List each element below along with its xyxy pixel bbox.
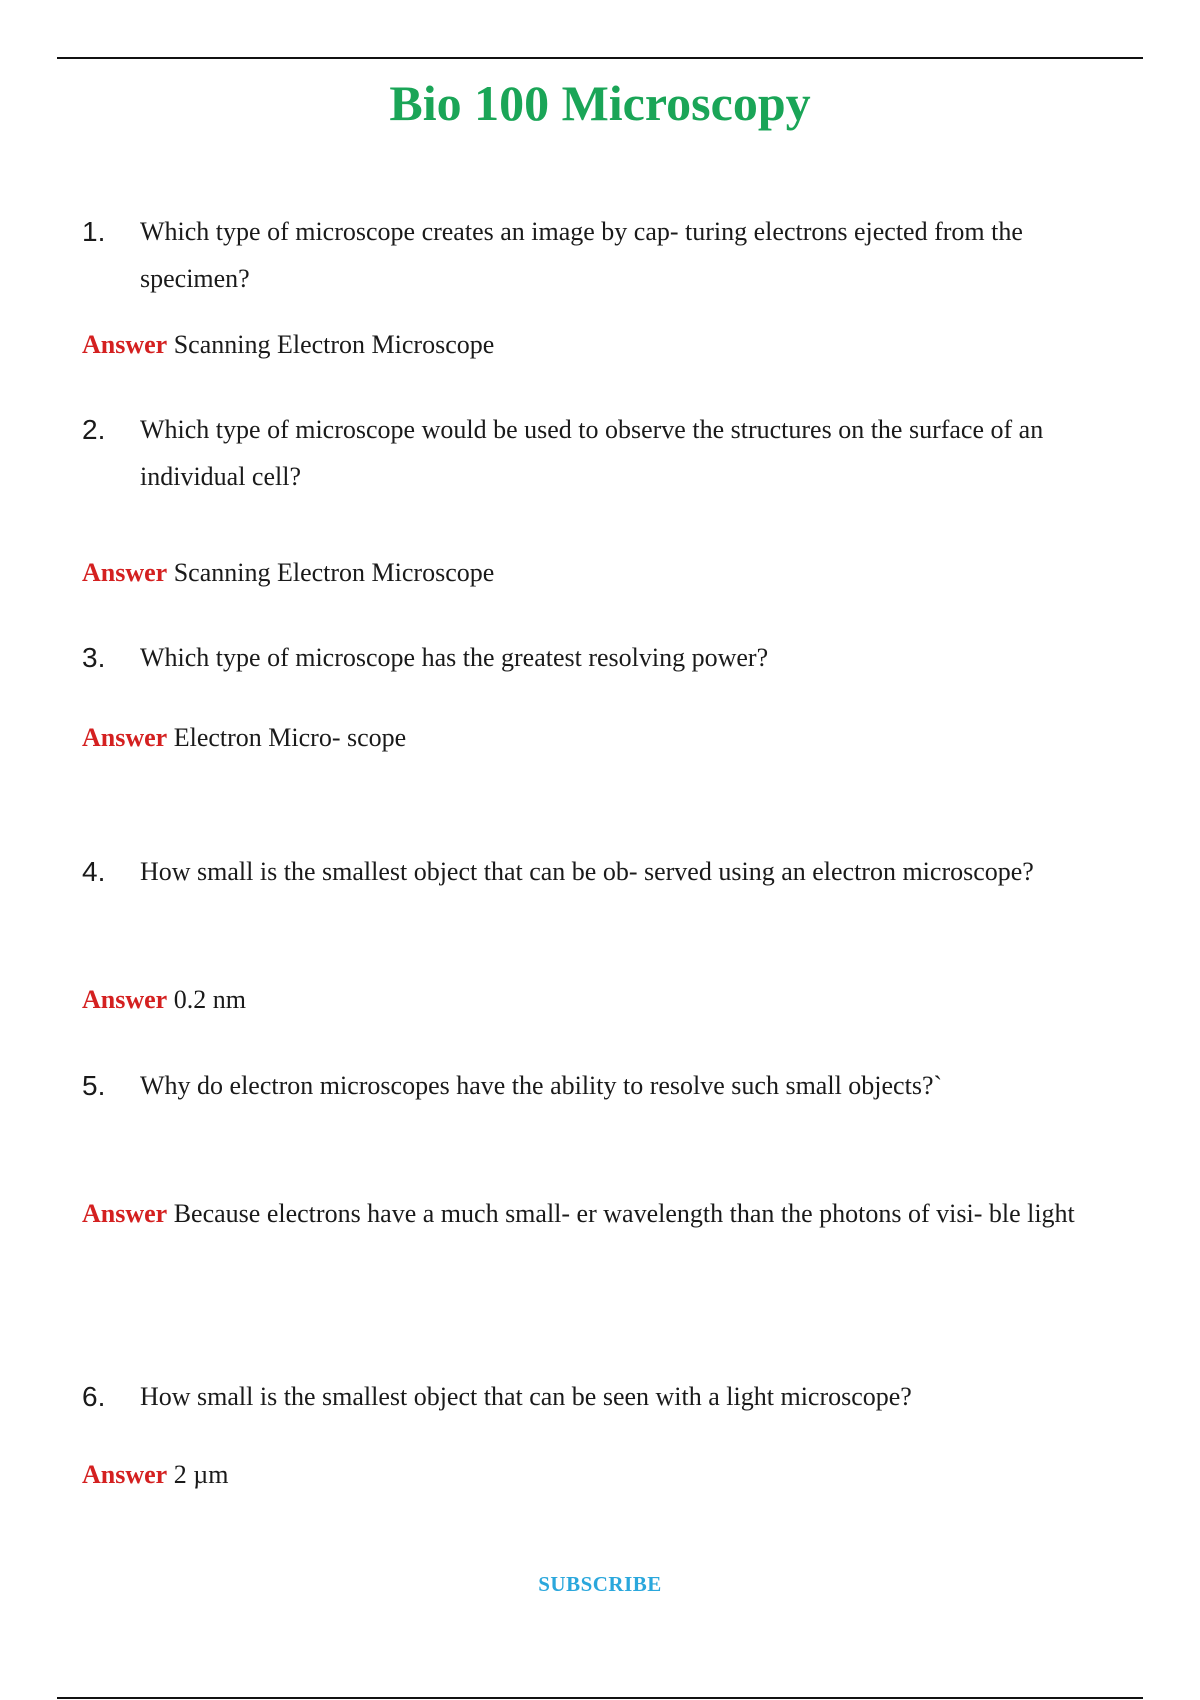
question-text: Which type of microscope would be used to observe the structures on the surface of an individual cell? [140,415,1044,491]
subscribe-link[interactable]: SUBSCRIBE [538,1572,662,1596]
answer-label: Answer [82,558,168,587]
answer-text: Because electrons have a much small- er wavelength than the photons of visi- ble light [173,1199,1075,1228]
question-number: 6. [82,1381,106,1412]
question-4 [82,848,1122,895]
answer-2 [82,549,1122,597]
answer-5 [82,1190,1122,1238]
answer-text: Electron Micro- scope [173,723,407,752]
answer-6 [82,1451,1122,1499]
question-text: How small is the smallest object that can be seen with a light microscope? [140,1382,912,1411]
bottom-rule [57,1697,1143,1699]
answer-label: Answer [82,1199,168,1228]
answer-text: Scanning Electron Microscope [173,330,495,359]
answer-label: Answer [82,985,168,1014]
question-text: Which type of microscope creates an image by cap- turing electrons ejected from the specimen? [140,217,1023,293]
question-text: Which type of microscope has the greatest resolving power? [140,643,769,672]
question-text: How small is the smallest object that can be ob- served using an electron microscope? [140,857,1034,886]
question-3 [82,634,1122,681]
question-number: 2. [82,414,106,445]
answer-1 [82,321,1122,369]
answer-text: 2 µm [173,1460,229,1489]
answer-text: 0.2 nm [173,985,246,1014]
question-number: 3. [82,642,106,673]
page-title: Bio 100 Microscopy [389,75,811,131]
answer-4 [82,976,1122,1024]
question-number: 1. [82,216,106,247]
answer-label: Answer [82,723,168,752]
question-number: 5. [82,1070,106,1101]
question-6 [82,1373,1122,1420]
answer-3 [82,714,1122,762]
question-5 [82,1062,1122,1109]
question-2 [82,406,1122,500]
answer-label: Answer [82,330,168,359]
question-1 [82,208,1122,302]
question-number: 4. [82,856,106,887]
question-text: Why do electron microscopes have the ability to resolve such small objects?` [140,1071,943,1100]
top-rule [57,57,1143,59]
answer-label: Answer [82,1460,168,1489]
answer-text: Scanning Electron Microscope [173,558,495,587]
